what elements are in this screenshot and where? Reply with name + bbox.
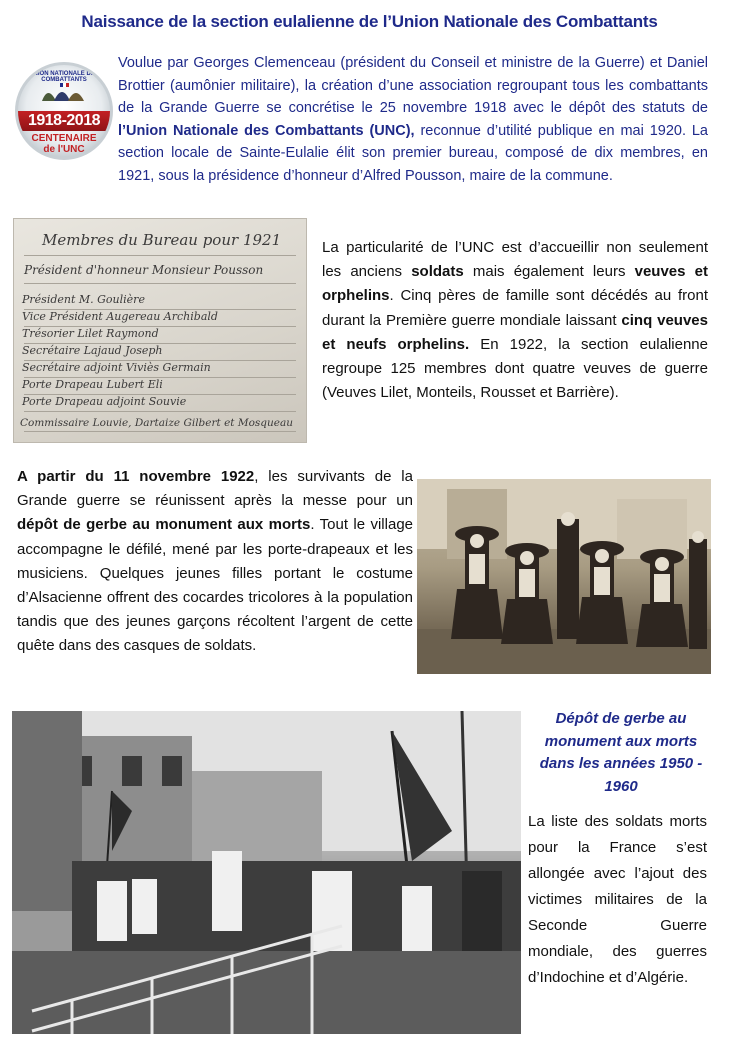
p2-bold: dépôt de gerbe au monument aux morts (17, 516, 311, 534)
ceremony-paragraph (17, 465, 413, 659)
logo-years: 1918-2018 (18, 111, 110, 131)
p1-bold: veuves et orphelins (322, 263, 708, 305)
intro-text-1: Voulue par Georges Clemenceau (président du Conseil et ministre de la Guerre) et Daniel Brottier (aumônier militaire), la création d’une association regroupant tous les combattants de la Grande Guerre se concrétise le 25 novembre 1918 avec le dépôt des statuts de (118, 55, 708, 116)
p2-bold: A partir du 11 novembre 1922 (17, 468, 255, 485)
ledger-heading: Membres du Bureau pour 1921 (42, 231, 282, 249)
logo-centenaire-word: CENTENAIRE (31, 133, 97, 144)
intro-text-2: reconnue d’utilité publique en mai 1920. La section locale de Sainte-Eulalie élit son premier bureau, composé de dix membres, en 1921, sous la présidence d’honneur d’Alfred Pousson, maire de la commune. (118, 122, 708, 184)
ledger-row: Vice Président Augereau Archibald (22, 310, 218, 323)
p1-bold: cinq veuves et neufs orphelins. (322, 311, 708, 353)
ledger-footer: Commissaire Louvie, Dartaize Gilbert et Mosqueau (20, 417, 294, 429)
intro-bold: l’Union Nationale des Combattants (UNC), (118, 122, 415, 139)
ledger-row: Président M. Goulière (22, 293, 145, 306)
p1-text: . Cinq pères de famille sont décédés au front durant la Première guerre mondiale laissant (322, 287, 708, 329)
p2-text: , les survivants de la Grande guerre se réunissent après la messe pour un (17, 468, 413, 510)
p1-text: En 1922, la section eulalienne regroupe 125 membres dont quatre veuves de guerre (Veuves Lilet, Monteils, Rousset et Barrière). (322, 335, 708, 402)
soldiers-list-paragraph: La liste des soldats morts pour la France s’est allongée avec l’ajout des victimes militaires de la Seconde Guerre mondiale, des guerres d’Indochine et d’Algérie. (528, 813, 707, 986)
ceremony-photo (12, 711, 521, 1034)
intro-paragraph (16, 52, 708, 187)
ledger-row: Secrétaire adjoint Viviès Germain (22, 361, 211, 374)
ledger-row: Porte Drapeau adjoint Souvie (22, 395, 187, 408)
p1-text: La particularité de l’UNC est d’accueillir non seulement les anciens (322, 239, 708, 281)
logo-float-spacer (16, 52, 116, 170)
unc-particularity-paragraph (322, 236, 708, 405)
ledger-row: Trésorier Lilet Raymond (22, 327, 159, 340)
p1-bold: soldats (411, 263, 464, 281)
p2-text: . Tout le village accompagne le défilé, mené par les porte-drapeaux et les musiciens. Quelques jeunes filles portant le costume d’Alsacienne offrent des cocardes tricolores à la population tandis que des jeunes garçons récoltent l’argent de cette quête dans des casques de soldats. (17, 516, 414, 655)
ledger-row: Secrétaire Lajaud Joseph (22, 344, 163, 357)
logo-ring-text: UNION NATIONALE DES COMBATTANTS (29, 71, 99, 83)
ledger-row: Porte Drapeau Lubert Eli (22, 378, 163, 391)
p1-text: mais également leurs (463, 263, 635, 281)
logo-unc: de l'UNC (43, 144, 85, 155)
group-photo-illustration (417, 479, 711, 674)
alsatian-group-photo (417, 479, 711, 674)
ceremony-caption: Dépôt de gerbe au monument aux morts dans les années 1950 - 1960 (539, 710, 703, 795)
ledger-photo (13, 218, 307, 443)
ceremony-photo-illustration (12, 711, 521, 1034)
ledger-honor: Président d'honneur Monsieur Pousson (24, 263, 264, 277)
page-title: Naissance de la section eulalienne de l’Union Nationale des Combattants (81, 12, 658, 31)
